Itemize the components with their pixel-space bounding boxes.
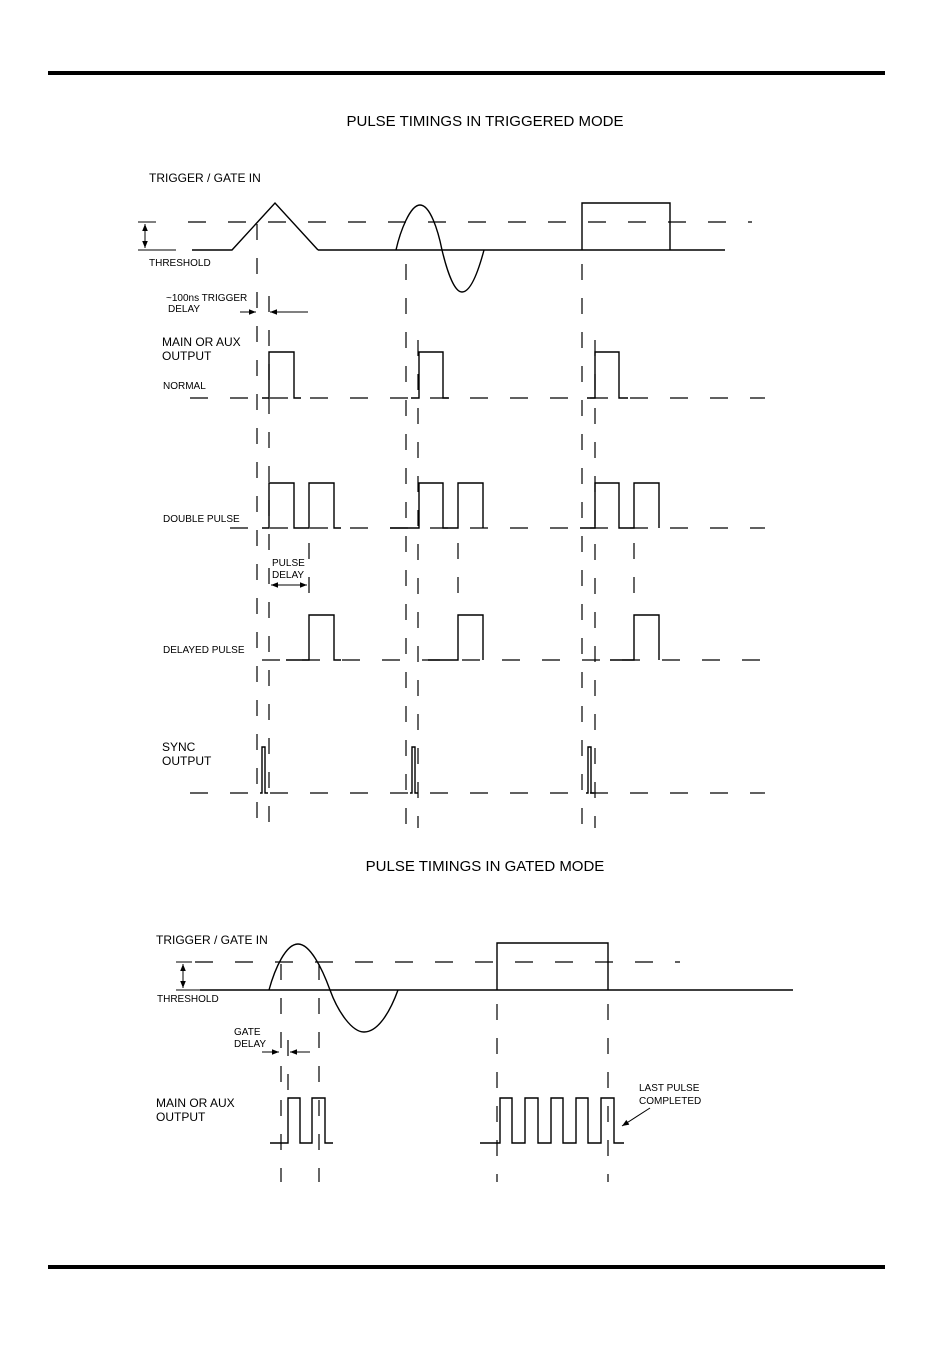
gated-mode-title: PULSE TIMINGS IN GATED MODE (365, 858, 605, 875)
trigger-delay-label-1: ~100ns TRIGGER (166, 293, 248, 304)
gated-output-burst-2 (480, 1098, 624, 1143)
gated-threshold-label: THRESHOLD (157, 994, 219, 1005)
normal-pulse-3 (587, 352, 628, 398)
triangle-trigger-waveform (192, 203, 318, 250)
delayed-pulse-3 (610, 615, 659, 660)
sine-trigger-waveform (396, 205, 484, 292)
gate-delay-label-2: DELAY (234, 1039, 267, 1050)
last-pulse-label-2: COMPLETED (639, 1096, 702, 1107)
gated-main-output-label-2: OUTPUT (156, 1110, 206, 1124)
pulse-delay-label-1: PULSE (272, 558, 305, 569)
gated-trigger-gate-in-label: TRIGGER / GATE IN (156, 933, 268, 947)
sync-pulse-2 (410, 747, 418, 793)
double-pulse-3 (580, 483, 659, 528)
main-output-label-1: MAIN OR AUX (162, 335, 241, 349)
normal-pulse-2 (411, 352, 449, 398)
trigger-delay-label-2: DELAY (168, 304, 201, 315)
threshold-label: THRESHOLD (149, 258, 211, 269)
triggered-mode-title: PULSE TIMINGS IN TRIGGERED MODE (346, 113, 624, 130)
normal-label: NORMAL (163, 381, 206, 392)
gated-output-burst-1 (270, 1098, 333, 1143)
square-trigger-waveform (582, 203, 670, 250)
double-pulse-2 (390, 483, 483, 528)
gate-delay-label-1: GATE (234, 1027, 261, 1038)
pulse-delay-label-2: DELAY (272, 570, 305, 581)
trigger-gate-in-label: TRIGGER / GATE IN (149, 171, 261, 185)
last-pulse-arrow (622, 1108, 650, 1126)
normal-pulse-1 (262, 352, 301, 398)
sync-pulse-1 (260, 747, 268, 793)
main-output-label-2: OUTPUT (162, 349, 212, 363)
double-pulse-label: DOUBLE PULSE (163, 514, 240, 525)
gated-square-waveform (497, 943, 608, 990)
last-pulse-label-1: LAST PULSE (639, 1083, 700, 1094)
delayed-pulse-1 (286, 615, 341, 660)
delayed-pulse-2 (428, 615, 483, 660)
sync-output-label-2: OUTPUT (162, 754, 212, 768)
double-pulse-1 (262, 483, 341, 528)
gated-timing-markers (281, 964, 608, 1182)
sync-pulse-3 (586, 747, 594, 793)
gated-sine-waveform (269, 944, 398, 1032)
delayed-pulse-label: DELAYED PULSE (163, 645, 245, 656)
gated-main-output-label-1: MAIN OR AUX (156, 1096, 235, 1110)
triggered-timing-markers (257, 224, 634, 828)
sync-output-label-1: SYNC (162, 740, 196, 754)
